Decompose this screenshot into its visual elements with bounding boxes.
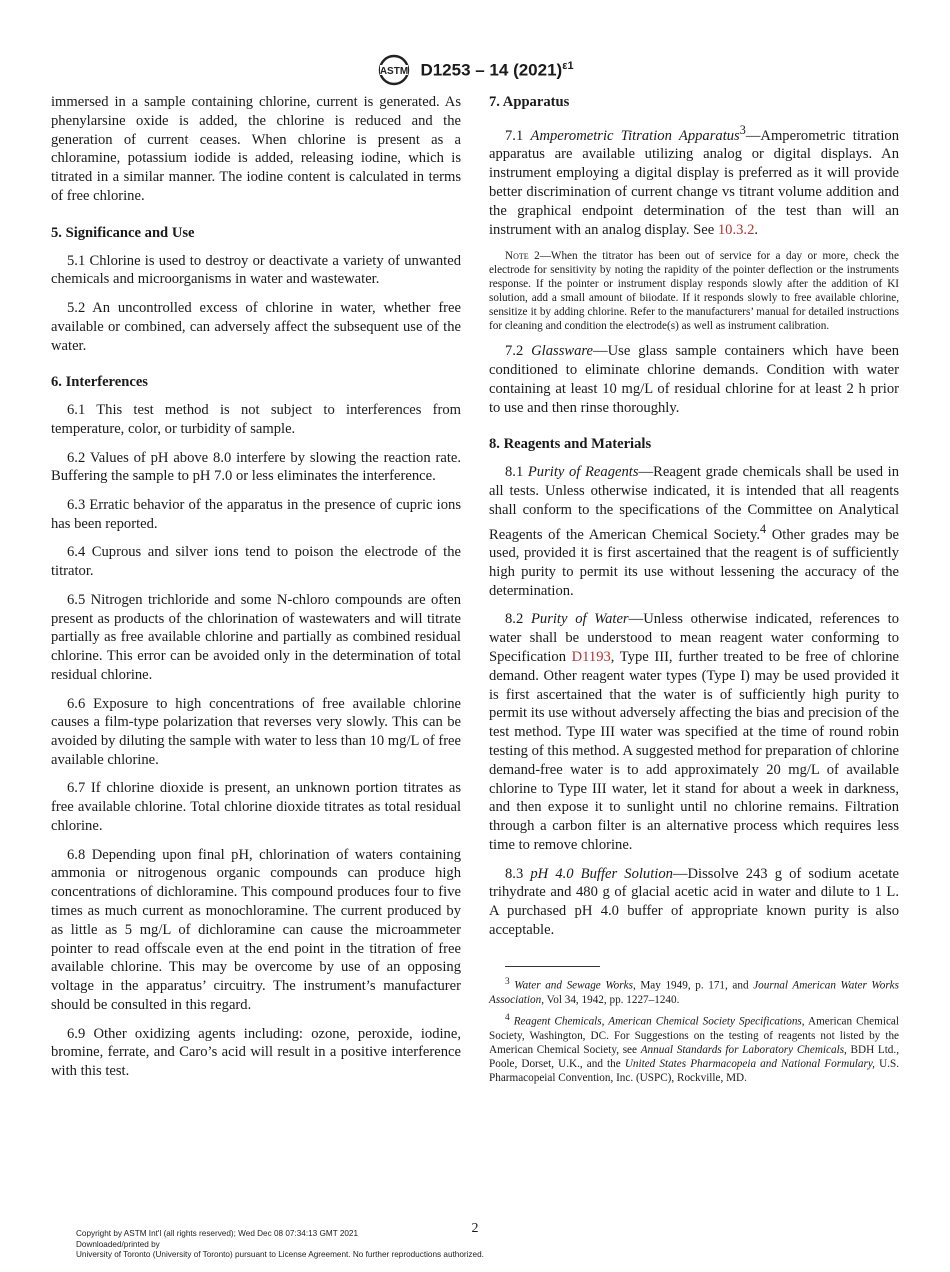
section-7-heading: 7. Apparatus: [489, 94, 570, 110]
paragraph-7-2: 7.2 Glassware—Use glass sample containers which have been conditioned to eliminate chlorine demands. Condition with water containing at least 10 mg/L of residual chlorine for at least 2 h prior to use and then rinse thoroughly.: [489, 343, 899, 416]
paragraph-6-7: 6.7 If chlorine dioxide is present, an unknown portion titrates as free available chlorine. Total chlorine dioxide titrates as total residual chlorine.: [51, 780, 461, 835]
astm-logo-icon: [376, 54, 412, 86]
svg-text:ASTM: ASTM: [380, 66, 409, 77]
document-designation: D1253 – 14 $(2021)^{\varepsilon 1}$: [420, 59, 574, 80]
paragraph-6-9: 6.9 Other oxidizing agents including: ozone, peroxide, iodine, bromine, ferrate, and Caro’s acid will result in a positive interference with this test.: [51, 1025, 461, 1080]
paragraph-8-1: 8.1 Purity of Reagents—Reagent grade chemicals shall be used in all tests. Unless otherwise indicated, it is intended that all reagents shall conform to the specifications of the Committee on Analytical Reagents of the American Chemical Society.$^4$ Other grades may be used, provided it is first ascertained that the reagent is of sufficiently high purity to permit its use without lessening the accuracy of the determination.: [489, 464, 899, 599]
paragraph-8-3: 8.3 pH 4.0 Buffer Solution—Dissolve 243 g of sodium acetate trihydrate and 480 g of glacial acetic acid in water and dilute to 1 L. A purchased pH 4.0 buffer of appropriate known purity is also acceptable.: [489, 865, 899, 938]
section-5-heading: 5. Significance and Use: [51, 224, 195, 241]
paragraph-6-8: 6.8 Depending upon final pH, chlorination of waters containing ammonia or nitrogenous organic compounds can produce high concentrations of dichloramine. This compound produces four to five times as much current as monochloramine. The current produced by as little as 5 mg/L of dichloramine can cause the microammeter pointer to read offscale even at the end point in the titration of free available chlorine. This may be overcome by use of an opposing voltage in the apparatus’ circuitry. The instrument’s manufacturer should be consulted in this regard.: [51, 846, 461, 1014]
link-d1193[interactable]: D1193: [571, 649, 611, 666]
note-2: Note 2—When the titrator has been out of service for a day or more, check the electrode for sensitivity by noting the rapidity of the pointer deflection or the instruments response. If the pointer or instrument display responds slowly after the addition of KI solution, add a small amount of biiodate. If it responds slowly to free available chlorine, sensitize it by adding chlorine. Refer to the manufacturers’ manual for detailed instructions for cleaning and condition the electrode(s) as well as instrument calibration.: [489, 250, 899, 333]
paragraph-5-2: 5.2 An uncontrolled excess of chlorine in water, whether free available or combined, can adversely affect the subsequent use of the water.: [51, 299, 461, 354]
paragraph-6-6: 6.6 Exposure to high concentrations of free available chlorine causes a film-type polarization that reverses very slowly. This can be avoided by diluting the sample with water to less than 10 mg/L of free available chlorine.: [51, 695, 462, 768]
paragraph-6-3: 6.3 Erratic behavior of the apparatus in the presence of cupric ions has been reported.: [51, 496, 461, 532]
paragraph-5-1: 5.1 Chlorine is used to destroy or deactivate a variety of unwanted chemicals and microorganisms in water and wastewater.: [51, 252, 461, 288]
copyright-footer: [76, 1229, 484, 1261]
paragraph-6-2: 6.2 Values of pH above 8.0 interfere by slowing the reaction rate. Buffering the sample to pH 7.0 or less eliminates the interference.: [51, 449, 461, 485]
paragraph-continued: immersed in a sample containing chlorine, current is generated. As phenylarsine oxide is added, the chlorine is reduced and the generation of current ceases. When chlorine is present as a chloramine, potassium iodide is added, releasing iodine, which is titrated in a similar manner. The iodine content is calculated in terms of free chlorine.: [51, 94, 461, 204]
footnote-divider: [505, 966, 600, 967]
section-6-heading: 6. Interferences: [51, 374, 148, 391]
paragraph-7-1: 7.1 Amperometric Titration Apparatus$^3$—Amperometric titration apparatus are available utilizing analog or digital displays. An instrument employing a digital display is preferred as it will provide better discrimination of current change vs titrant volume addition and the graphical endpoint determination of the test than will an instrument with an analog display. See 10.3.2.: [489, 122, 900, 238]
page-number: 2: [471, 1221, 479, 1236]
paragraph-6-4: 6.4 Cuprous and silver ions tend to poison the electrode of the titrator.: [51, 544, 461, 580]
paragraph-6-5: 6.5 Nitrogen trichloride and some N-chloro compounds are often present as products of the chlorination of wastewaters and will titrate partially as free available chlorine and partially as combined residual chlorine. This error can be avoided only in the determination of total residual chlorine.: [51, 591, 461, 683]
right-column: [489, 93, 899, 1090]
footer-line-2: Downloaded/printed by: [76, 1239, 160, 1249]
footnote-4: $^4$ Reagent Chemicals, American Chemical Society Specifications, American Chemical Society, Washington, DC. For Suggestions on the testing of reagents not listed by the American Chemical Society, see Annual Standards for Laboratory Chemicals, BDH Ltd., Poole, Dorset, U.K., and the United States Pharmacopeia and National Formulary, U.S. Pharmacopeial Convention, Inc. (USPC), Rockville, MD.: [489, 1012, 899, 1085]
section-8-heading: 8. Reagents and Materials: [489, 436, 652, 453]
footer-line-3: University of Toronto (University of Toronto) pursuant to License Agreement. No further reproductions authorized.: [76, 1250, 484, 1259]
page-header: [0, 54, 950, 86]
paragraph-6-1: 6.1 This test method is not subject to interferences from temperature, color, or turbidity of sample.: [51, 402, 461, 437]
left-column: [51, 93, 461, 1091]
paragraph-8-2: 8.2 Purity of Water—Unless otherwise indicated, references to water shall be understood to mean reagent water conforming to Specification D1193, Type III, further treated to be free of chlorine demand. Other reagent water types (Type I) may be used provided it is first ascertained that the water is of sufficiently high purity to permit its use without adversely affecting the bias and precision of the test method. Type III water was specified at the time of round robin testing of this method. A suggested method for preparation of chlorine demand-free water is to add approximately 20 mg/L of available chlorine to Type III water, let it stand for about a week in darkness, and then expose it to sunlight until no chlorine remains. Filtration through a carbon filter is an alternative process which requires less time to remove chlorine.: [489, 611, 900, 854]
footnote-3: $^3$ Water and Sewage Works, May 1949, p. 171, and Journal American Water Works Association, Vol 34, 1942, pp. 1227–1240.: [489, 976, 899, 1006]
link-10-3-2[interactable]: 10.3.2: [717, 221, 755, 238]
footer-line-1: Copyright by ASTM Int'l (all rights reserved); Wed Dec 08 07:34:13 GMT 2021: [76, 1229, 359, 1238]
